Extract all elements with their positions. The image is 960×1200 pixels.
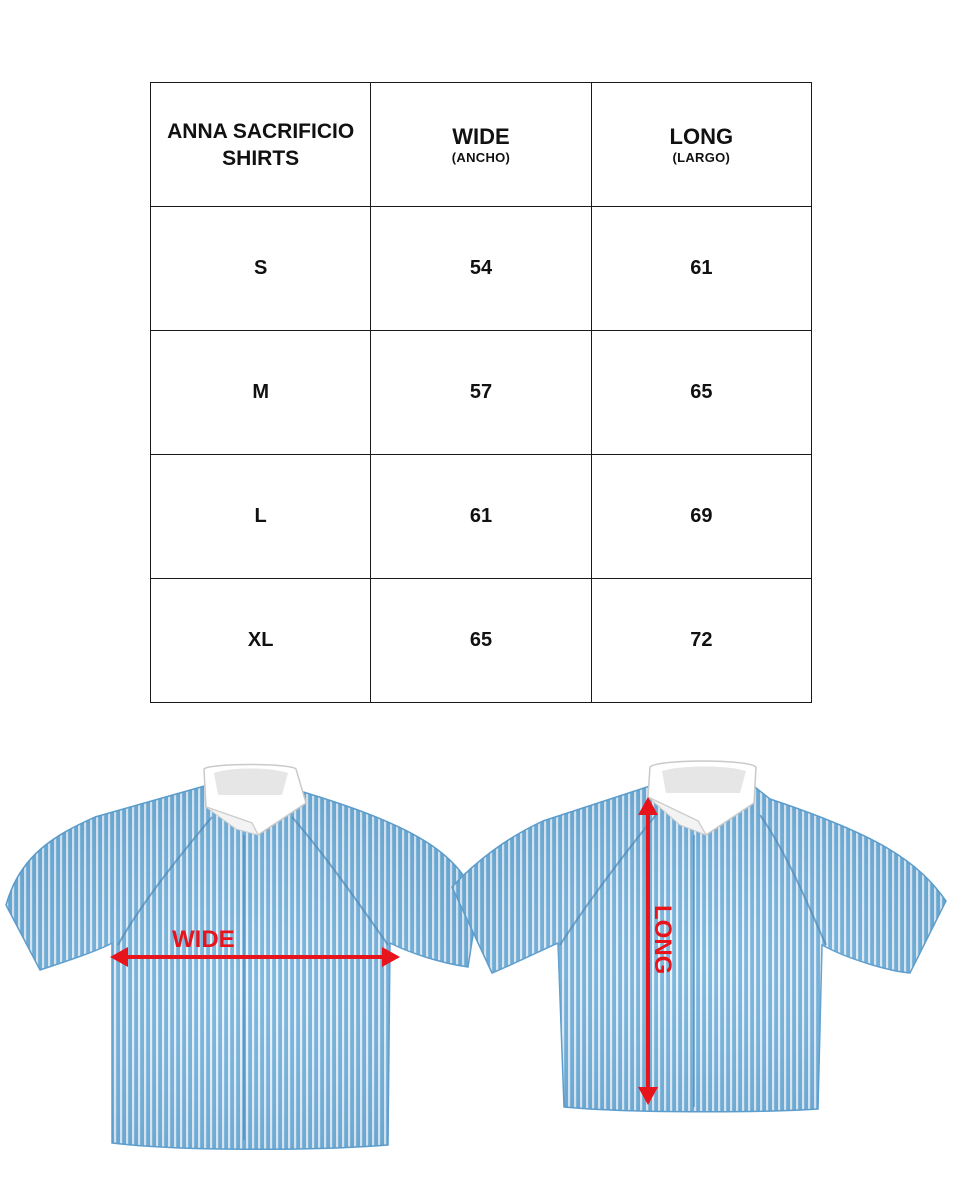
shirt-long-diagram: [448, 745, 960, 1165]
shirt-icon: [6, 777, 478, 1149]
wide-value: 61: [469, 505, 493, 527]
long-value: 65: [690, 381, 713, 403]
long-cell: [591, 207, 811, 331]
header-long-cell: [591, 83, 811, 207]
long-cell: [591, 455, 811, 579]
header-brand-cell: [151, 83, 371, 207]
size-cell: [151, 579, 371, 703]
long-value: 61: [690, 257, 713, 279]
wide-cell: [371, 579, 591, 703]
long-label: LONG: [649, 905, 676, 975]
size-value: L: [254, 505, 267, 527]
shirt-wide-diagram: [0, 745, 480, 1165]
wide-value: 54: [469, 257, 493, 279]
brand-heading: ANNA SACRIFICIO SHIRTS: [167, 119, 355, 170]
table-header-row: [151, 83, 812, 207]
header-wide-cell: [371, 83, 591, 207]
size-cell: [151, 455, 371, 579]
long-subheading: (LARGO): [672, 150, 731, 165]
table-row: [151, 579, 812, 703]
size-cell: [151, 331, 371, 455]
wide-heading: WIDE: [452, 124, 510, 149]
wide-value: 65: [469, 629, 493, 651]
measurement-diagrams: [0, 745, 960, 1165]
size-value: XL: [247, 629, 274, 651]
size-cell: [151, 207, 371, 331]
long-cell: [591, 331, 811, 455]
table-row: [151, 455, 812, 579]
size-chart-table: [150, 82, 812, 703]
wide-value: 57: [469, 381, 493, 403]
long-value: 72: [690, 629, 713, 651]
wide-cell: [371, 207, 591, 331]
wide-cell: [371, 331, 591, 455]
wide-cell: [371, 455, 591, 579]
long-value: 69: [690, 505, 713, 527]
long-heading: LONG: [669, 124, 734, 149]
size-value: M: [252, 381, 269, 403]
wide-subheading: (ANCHO): [451, 150, 511, 165]
size-value: S: [253, 257, 268, 279]
table-row: [151, 331, 812, 455]
long-cell: [591, 579, 811, 703]
wide-label: WIDE: [172, 926, 235, 953]
table-row: [151, 207, 812, 331]
